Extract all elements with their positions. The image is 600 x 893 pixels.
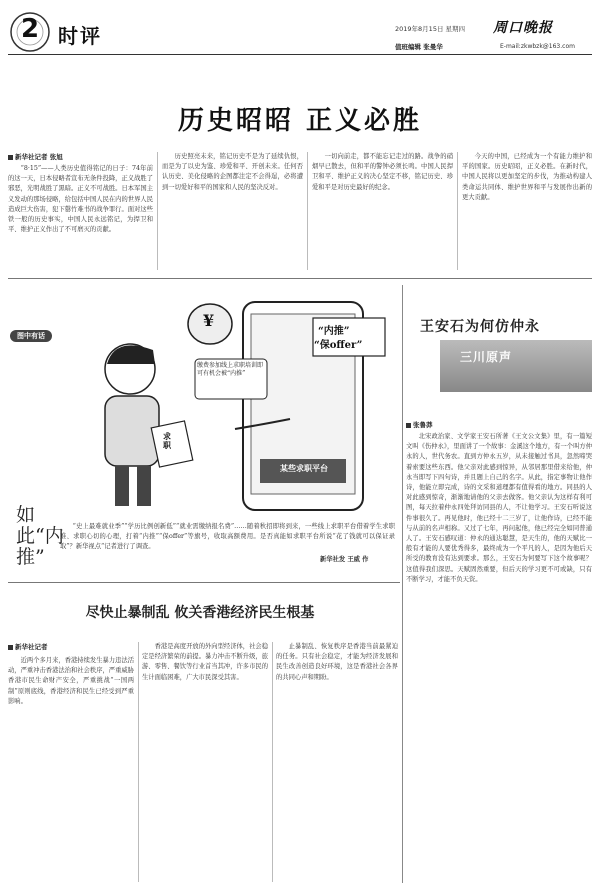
hk-paragraph-3: 止暴制乱、恢复秩序是香港当前最紧迫的任务。只有社会稳定，才能为经济发展和民生改善创造良好环境，这是香港社会各界的共同心声和期盼。 — [276, 643, 398, 681]
editor-email: E-mail:zkwbzk@163.com — [500, 43, 575, 50]
hk-byline: 新华社记者 — [8, 642, 48, 651]
main-headline: 历史昭昭 正义必胜 — [177, 106, 423, 136]
essay-byline: 张鲁莽 — [406, 420, 433, 429]
main-column-4 — [462, 152, 592, 270]
cartoon-credit: 新华社发 王威 作 — [320, 556, 369, 563]
cartoon-column-label: 图中有话 — [10, 330, 52, 342]
main-column-3 — [312, 152, 453, 270]
issue-date: 2019年8月15日 — [395, 25, 444, 33]
cartoon-tag-neitui: “内推” — [318, 326, 350, 337]
cartoon-tag-offer: “保offer” — [314, 340, 363, 351]
essay-column-name: 三川原声 — [460, 350, 513, 364]
cartoon-illustration — [55, 284, 395, 524]
hk-paragraph-1: 近两个多月来，香港持续发生暴力违法活动，严重冲击香港法治和社会秩序，严重威胁香港市民生命财产安全，严重挑战“一国两制”原则底线，香港经济和民生已经受到严重影响。 — [8, 657, 134, 705]
main-byline: 新华社记者 张旭 — [8, 152, 63, 161]
essay-headline: 王安石为何仿仲永 — [420, 319, 540, 335]
cartoon-yuan-sign: ¥ — [203, 311, 215, 330]
cartoon-speech-bubble: 缴费参加线上求职培训即可有机会被“内推” — [197, 362, 264, 377]
cartoon-title: 如此“内推” — [16, 504, 64, 568]
main-paragraph-3: 一切向前走，都不能忘记走过的路。战争的硝烟早已散去，但和平的警钟必须长鸣。中国人民捍卫和平、维护正义的决心坚定不移，铭记历史、珍爱和平是对历史最好的纪念。 — [312, 153, 453, 191]
page-number: 2 — [20, 14, 40, 44]
essay-body — [406, 432, 592, 882]
cartoon-resume-sign: 求职 — [163, 431, 171, 450]
cartoon-caption: “史上最难就业季”“学历比例创新低”“就业需缴纳报名费”……随着秋招即将到来，一些线上求职平台借着学生求职难、求职心切的心理，打着“内推”“保offer”等旗号，收取高额费用。是否真能如求职平台所说“花了钱就可以保证录取”？新华视点“记者进行了调查。 — [60, 523, 395, 550]
essay-paragraph: 北宋政治家、文学家王安石所著《王文公文集》里，有一篇短文叫《伤仲永》，里面讲了一个故事：金溪这个地方，有一个叫方仲永的人，世代务农。直到方仲永五岁，从未接触过书具，忽然啼哭着索要这些东西。他父亲对此感到惊异，从邻居那里借来给他，仲永当即写下四句诗，并且题上自己的名字。从此，指定事物让他作诗，他能立即完成，诗的文采和道理都有值得看的地方。同县的人对此感到惊奇，渐渐地请他的父亲去做客。他父亲认为这样有利可图，每天拉着仲永四处拜访同县的人，不让他学习。王安石听说这件事很久了。再见他时，他已经十二三岁了，让他作诗，已经不能与从前的名声相称。又过了七年，再问起他，他已经完全如同普通人了。王安石感叹道：仲永的通达聪慧，是天生的，他的天赋比一般有才能的人要优秀得多，最终成为一个平凡的人，是因为他后天所受的教育没有达到要求。那么，王安石为何要写下这个故事呢？这值得我们深思。天赋固然重要，但后天的学习更不可或缺，只有不断学习，才能不负天资。 — [406, 433, 592, 583]
section-title: 时评 — [58, 24, 102, 48]
hk-column-1 — [8, 656, 134, 882]
main-paragraph-2: 历史照亮未来，铭记历史不是为了延续仇恨，而是为了以史为鉴、珍爱和平、开创未来。任何否认历史、美化侵略的企图都注定不会得逞，必将遭到一切爱好和平的国家和人民的坚决反对。 — [162, 153, 303, 191]
newspaper-logo: 周口晚报 — [493, 20, 553, 36]
main-column-2 — [162, 152, 303, 270]
cartoon-phone-label: 某些求职平台 — [280, 463, 328, 473]
main-paragraph-1: “8·15”——人类历史值得铭记的日子：74年前的这一天，日本侵略者宣布无条件投降，正义战胜了邪恶，光明战胜了黑暗。正义不可战胜。日本军国主义发动的那场侵略，给包括中国人民在内的世界人民造成巨大伤害，犯下罄竹难书的战争罪行。面对这些铁一般的历史事实，中国人民永远铭记，为捍卫和平、维护正义作出了不可磨灭的贡献。 — [8, 165, 153, 234]
hk-headline: 尽快止暴制乱 攸关香港经济民生根基 — [85, 605, 315, 621]
main-column-1 — [8, 164, 153, 270]
issue-weekday: 星期四 — [445, 25, 466, 33]
editor-credit: 值班编辑 张曼华 — [395, 43, 443, 51]
essay-column-banner — [440, 340, 592, 392]
main-paragraph-4: 今天的中国，已经成为一个有能力维护和平的国家。历史昭昭，正义必胜。在新时代，中国人民将以更加坚定的步伐，为推动构建人类命运共同体、维护世界和平与发展作出新的更大贡献。 — [462, 153, 592, 201]
hk-column-3 — [276, 642, 398, 882]
hk-paragraph-2: 香港是高度开放的外向型经济体，社会稳定是经济繁荣的前提。暴力冲击不断升级，旅游、零售、餐饮等行业首当其冲，许多市民的生计面临困难，广大市民深受其害。 — [142, 643, 268, 681]
hk-column-2 — [142, 642, 268, 882]
